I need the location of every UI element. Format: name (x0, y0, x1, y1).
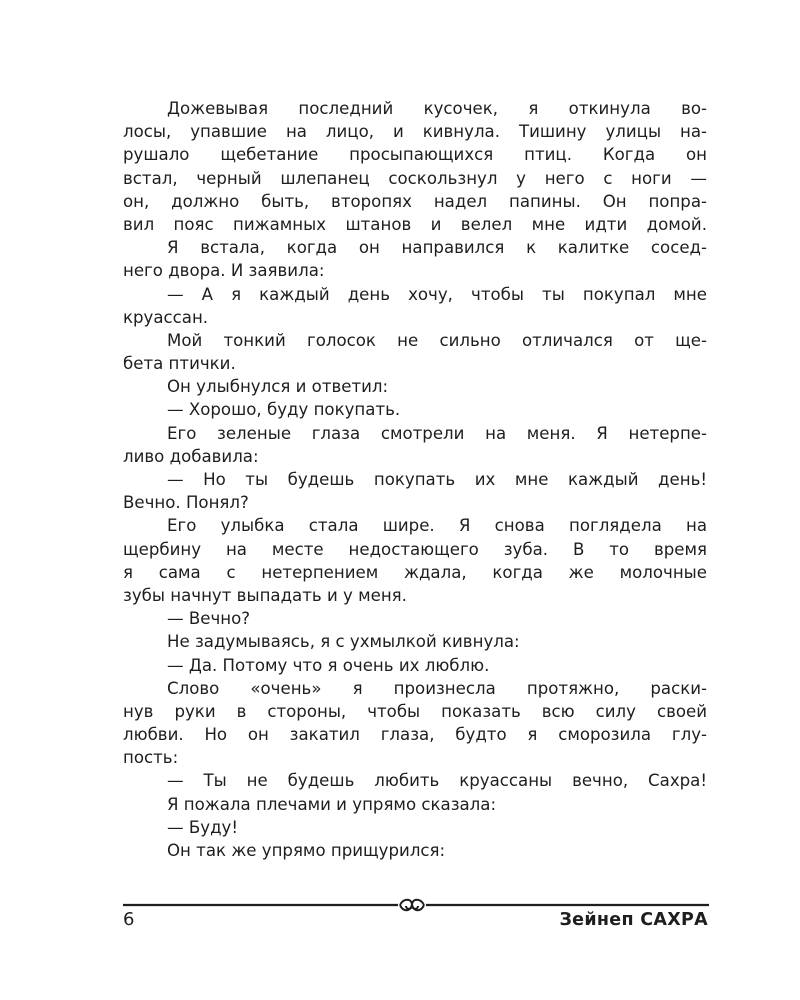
text-line: щербину на месте недостающего зуба. В то время (123, 539, 707, 559)
page-number: 6 (123, 909, 135, 930)
text-line: — Хорошо, буду покупать. (167, 400, 401, 420)
text-line: вил пояс пижамных штанов и велел мне идти домой. (123, 214, 707, 234)
text-line: Не задумываясь, я с ухмылкой кивнула: (167, 632, 520, 652)
text-line: Мой тонкий голосок не сильно отличался от ще- (167, 330, 707, 350)
text-line: Вечно. Понял? (123, 493, 249, 513)
text-line: нув руки в стороны, чтобы показать всю силу своей (123, 701, 707, 721)
text-line: встал, черный шлепанец соскользнул у него с ноги — (123, 168, 707, 188)
text-line: Слово «очень» я произнесла протяжно, раски- (167, 678, 707, 698)
text-line: Он улыбнулся и ответил: (167, 377, 389, 397)
text-line: ливо добавила: (123, 446, 259, 466)
text-line: Дожевывая последний кусочек, я откинула во- (167, 99, 707, 118)
text-line: — Да. Потому что я очень их люблю. (167, 655, 490, 675)
text-line: я сама с нетерпением ждала, когда же молочные (123, 562, 707, 582)
double-swirl-ornament-icon (400, 900, 424, 911)
text-line: круассан. (123, 307, 209, 327)
text-line: бета птички. (123, 354, 236, 374)
text-line: Его зеленые глаза смотрели на меня. Я нетерпе- (167, 423, 707, 443)
text-line: — Буду! (167, 817, 239, 837)
text-line: лосы, упавшие на лицо, и кивнула. Тишину улицы на- (123, 122, 707, 142)
running-footer-author: Зейнеп САХРА (559, 910, 708, 930)
text-line: любви. Но он закатил глаза, будто я сморозила глу- (123, 725, 707, 745)
text-line: Его улыбка стала шире. Я снова поглядела на (167, 516, 707, 536)
text-line: — Но ты будешь покупать их мне каждый день! (167, 470, 707, 489)
text-line: Я встала, когда он направился к калитке сосед- (167, 238, 707, 258)
text-line: рушало щебетание просыпающихся птиц. Когда он (123, 145, 707, 165)
text-line: — Вечно? (167, 609, 251, 629)
text-line: — Ты не будешь любить круассаны вечно, Сахра! (167, 771, 707, 791)
text-line: зубы начнут выпадать и у меня. (123, 585, 407, 605)
text-line: него двора. И заявила: (123, 261, 325, 281)
text-line: он, должно быть, второпях надел папины. Он попра- (123, 191, 707, 211)
body-text (123, 97, 707, 862)
text-line: Я пожала плечами и упрямо сказала: (167, 794, 497, 814)
text-line: пость: (123, 748, 179, 768)
text-line: — А я каждый день хочу, чтобы ты покупал мне (167, 284, 707, 304)
text-line: Он так же упрямо прищурился: (167, 841, 446, 860)
